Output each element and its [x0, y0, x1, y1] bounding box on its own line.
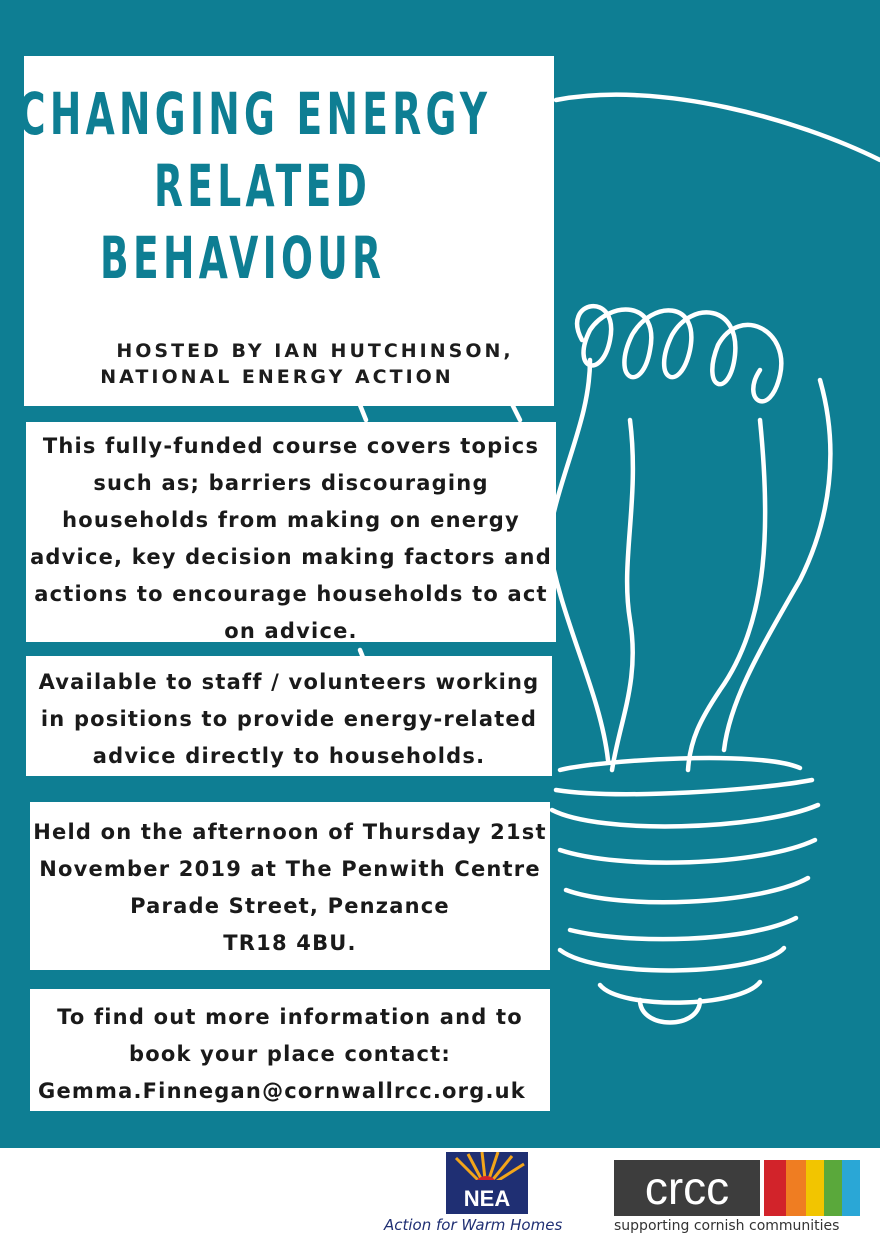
venue-line: Held on the afternoon of Thursday 21st — [33, 820, 547, 844]
nea-logo-text: NEA — [463, 1186, 511, 1211]
description-panel — [26, 422, 556, 642]
availability-line: in positions to provide energy-related — [40, 707, 538, 731]
venue-panel — [30, 802, 550, 970]
footer-logos — [0, 1148, 880, 1244]
crcc-logo-text: crcc — [644, 1162, 730, 1214]
venue-line: November 2019 at The Penwith Centre — [39, 857, 541, 881]
title-line-3: BEHAVIOUR — [100, 224, 386, 292]
description-line: This fully-funded course covers topics — [42, 434, 540, 458]
description-line: on advice. — [224, 619, 358, 643]
description-line: households from making on energy — [62, 508, 520, 532]
availability-line: Available to staff / volunteers working — [38, 670, 540, 694]
title-line-1: CHANGING ENERGY — [18, 80, 492, 148]
venue-line: TR18 4BU. — [223, 931, 357, 955]
crcc-caption: supporting cornish communities — [614, 1218, 840, 1234]
description-line: advice, key decision making factors and — [30, 545, 552, 569]
description-line: actions to encourage households to act — [34, 582, 548, 606]
nea-caption: Action for Warm Homes — [384, 1216, 563, 1234]
description-line: such as; barriers discouraging — [93, 471, 489, 495]
contact-line: To find out more information and to — [57, 1005, 523, 1029]
contact-email-link[interactable]: Gemma.Finnegan@cornwallrcc.org.uk — [38, 1079, 526, 1103]
host-line-1: HOSTED BY IAN HUTCHINSON, — [116, 340, 514, 362]
contact-line: book your place contact: — [128, 1042, 452, 1066]
nea-logo — [446, 1152, 528, 1214]
availability-panel — [26, 656, 552, 776]
title-line-2: RELATED — [154, 152, 372, 220]
title-panel — [18, 56, 554, 406]
availability-line: advice directly to households. — [92, 744, 486, 768]
host-line-2: NATIONAL ENERGY ACTION — [100, 366, 454, 388]
contact-panel — [30, 989, 550, 1111]
crcc-logo — [614, 1160, 860, 1216]
venue-line: Parade Street, Penzance — [130, 894, 450, 918]
